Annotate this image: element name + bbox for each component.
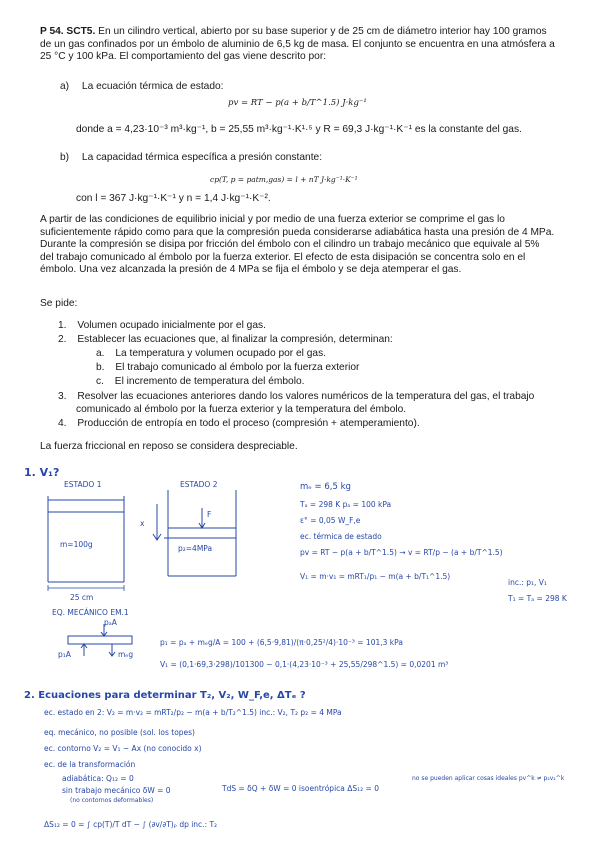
data-t1: T₁ = Tₐ = 298 K: [508, 594, 567, 603]
problem-description: [40, 214, 566, 277]
q2-mech-eq: eq. mecánico, no posible (sol. los topes): [44, 728, 195, 737]
item-b-text: La capacidad térmica específica a presión constante:: [81, 152, 323, 163]
data-unknowns: inc.: p₁, V₁: [508, 578, 547, 587]
q2-state-eq: ec. estado en 2: V₂ = m·v₂ = mRT₂/p₂ − m(a + b/T₂^1.5) inc.: V₂, T₂ p₂ = 4 MPa: [44, 708, 342, 717]
intro-line-1: En un cilindro vertical, abierto por su base superior y de 25 cm de diámetro interior hay 100 gramos: [98, 26, 547, 37]
q2-adiabatic: adiabática: Q₁₂ = 0: [62, 774, 134, 783]
question-text: Establecer las ecuaciones que, al finalizar la compresión, determinan:: [77, 334, 393, 345]
q2-boundary-eq: ec. contorno V₂ = V₁ − Ax (no conocido x): [44, 744, 202, 753]
q2-heading: 2. Ecuaciones para determinar T₂, V₂, W_F,e, ΔTₑ ?: [24, 690, 306, 701]
desc-line-5: émbolo. Una vez alcanzada la presión de 4 MPa se fija el émbolo y se deja atemperar el gas.: [40, 264, 462, 276]
question-num: 2.: [58, 334, 67, 345]
problem-title: P 54. SCT5.: [40, 26, 96, 37]
intro-line-3: 25 °C y 100 kPa. El comportamiento del gas viene descrito por:: [40, 51, 327, 63]
force-label: F: [207, 510, 212, 519]
data-v1-formula: V₁ = m·v₁ = mRT₁/p₁ − m(a + b/T₁^1.5): [300, 572, 451, 581]
patm-force-label: pₐA: [104, 618, 117, 627]
desc-line-4: del trabajo comunicado al émbolo por la fuerza exterior. El efecto de esta disipación se concentra solo en el: [40, 251, 526, 263]
x-label: x: [140, 519, 145, 528]
v1-calculation: V₁ = (0,1·69,3·298)/101300 − 0,1·(4,23·10⁻³ + 25,55/298^1.5) = 0,0201 m³: [160, 660, 449, 669]
question-text: El trabajo comunicado al émbolo por la fuerza exterior: [115, 362, 360, 373]
p2-label: p₂=4MPa: [178, 544, 213, 553]
item-a-text: La ecuación térmica de estado:: [81, 81, 224, 92]
question-text: Producción de entropía en todo el proceso (compresión + atemperamiento).: [77, 418, 420, 429]
question-num: a.: [96, 348, 105, 359]
friction-note: La fuerza friccional en reposo se considera despreciable.: [40, 441, 298, 452]
weight-label: mₑg: [118, 650, 134, 659]
intro-line-2: de un gas confinados por un émbolo de aluminio de 6,5 kg de masa. El conjunto se encuentra en una atmósfera a: [40, 38, 555, 50]
diameter-label: 25 cm: [70, 593, 94, 602]
estado1-label: ESTADO 1: [64, 480, 102, 489]
q2-no-deform: (no contornos deformables): [70, 797, 154, 804]
question-num: b.: [96, 362, 105, 373]
data-eq-title: ec. térmica de estado: [300, 532, 382, 541]
problem-intro: [40, 26, 566, 64]
question-3-cont: comunicado al émbolo por la fuerza exterior y la temperatura del émbolo.: [76, 404, 407, 415]
question-text: La temperatura y volumen ocupado por el gas.: [115, 348, 327, 359]
q1-heading: 1. V₁?: [24, 466, 60, 479]
question-num: 3.: [58, 391, 67, 402]
mass-label: m=100g: [60, 540, 93, 549]
question-2: [58, 334, 393, 347]
question-2a: [96, 348, 326, 361]
question-num: c.: [96, 376, 104, 387]
data-dissipation: ε° = 0,05 W_F,e: [300, 516, 361, 525]
p1-force-label: p₁A: [58, 650, 71, 659]
question-2c: [96, 376, 304, 389]
se-pide: Se pide:: [40, 298, 78, 309]
question-3: [58, 391, 534, 404]
desc-line-2: suficientemente rápido como para que la compresión pueda considerarse adiabática hasta una presión de 4 MPa.: [40, 226, 555, 238]
item-b: [60, 152, 322, 165]
q2-no-ideal: no se pueden aplicar cosas ideales pv^k ≠ p₂v₂^k: [412, 775, 565, 782]
item-a: [60, 81, 224, 94]
question-num: 1.: [58, 320, 67, 331]
desc-line-1: A partir de las condiciones de equilibrio inicial y por medio de una fuerza exterior se comprime el gas lo: [40, 214, 505, 225]
item-a-where: donde a = 4,23·10⁻³ m³·kg⁻¹, b = 25,55 m³·kg⁻¹·K¹·⁵ y R = 69,3 J·kg⁻¹·K⁻¹ es la constante del gas.: [76, 124, 522, 135]
data-temp-press: Tₐ = 298 K pₐ = 100 kPa: [300, 500, 392, 509]
question-4: [58, 418, 420, 431]
question-text: Volumen ocupado inicialmente por el gas.: [77, 320, 266, 331]
eq-mecanico-label: EQ. MECÁNICO EM.1: [52, 608, 129, 617]
question-num: 4.: [58, 418, 67, 429]
item-b-label: b): [60, 152, 70, 163]
question-1: [58, 320, 266, 333]
equation-a: pv = RT − p(a + b/T^1.5) J·kg⁻¹: [228, 98, 367, 108]
question-2b: [96, 362, 359, 375]
question-text: El incremento de temperatura del émbolo.: [114, 376, 305, 387]
data-eq-state: pv = RT − p(a + b/T^1.5) → v = RT/p − (a + b/T^1.5): [300, 548, 503, 557]
desc-line-3: Durante la compresión se disipa por fricción del émbolo con el cilindro un trabajo mecánico que equivale al 5%: [40, 239, 540, 251]
item-a-label: a): [60, 81, 70, 92]
q2-transformation: ec. de la transformación: [44, 760, 136, 769]
q2-isentropic: TdS = δQ + δW = 0 isoentrópica ΔS₁₂ = 0: [222, 784, 379, 793]
equation-b: cp(T, p = patm,gas) = l + nT J·kg⁻¹·K⁻¹: [210, 175, 358, 184]
cylinder-state2: [162, 486, 244, 582]
data-mass: mₑ = 6,5 kg: [300, 482, 351, 492]
p1-calculation: p₁ = pₐ + mₑg/A = 100 + (6,5·9,81)/(π·0,25²/4)·10⁻³ = 101,3 kPa: [160, 638, 403, 647]
q2-no-work: sin trabajo mecánico δW = 0: [62, 786, 171, 795]
estado2-label: ESTADO 2: [180, 480, 218, 489]
q2-entropy-integral: ΔS₁₂ = 0 = ∫ cp(T)/T dT − ∫ (∂v/∂T)ₚ dp inc.: T₂: [44, 820, 218, 829]
item-b-where: con l = 367 J·kg⁻¹·K⁻¹ y n = 1,4 J·kg⁻¹·K⁻².: [76, 193, 271, 204]
question-text: Resolver las ecuaciones anteriores dando los valores numéricos de la temperatura del gas, el trabajo: [77, 391, 535, 402]
